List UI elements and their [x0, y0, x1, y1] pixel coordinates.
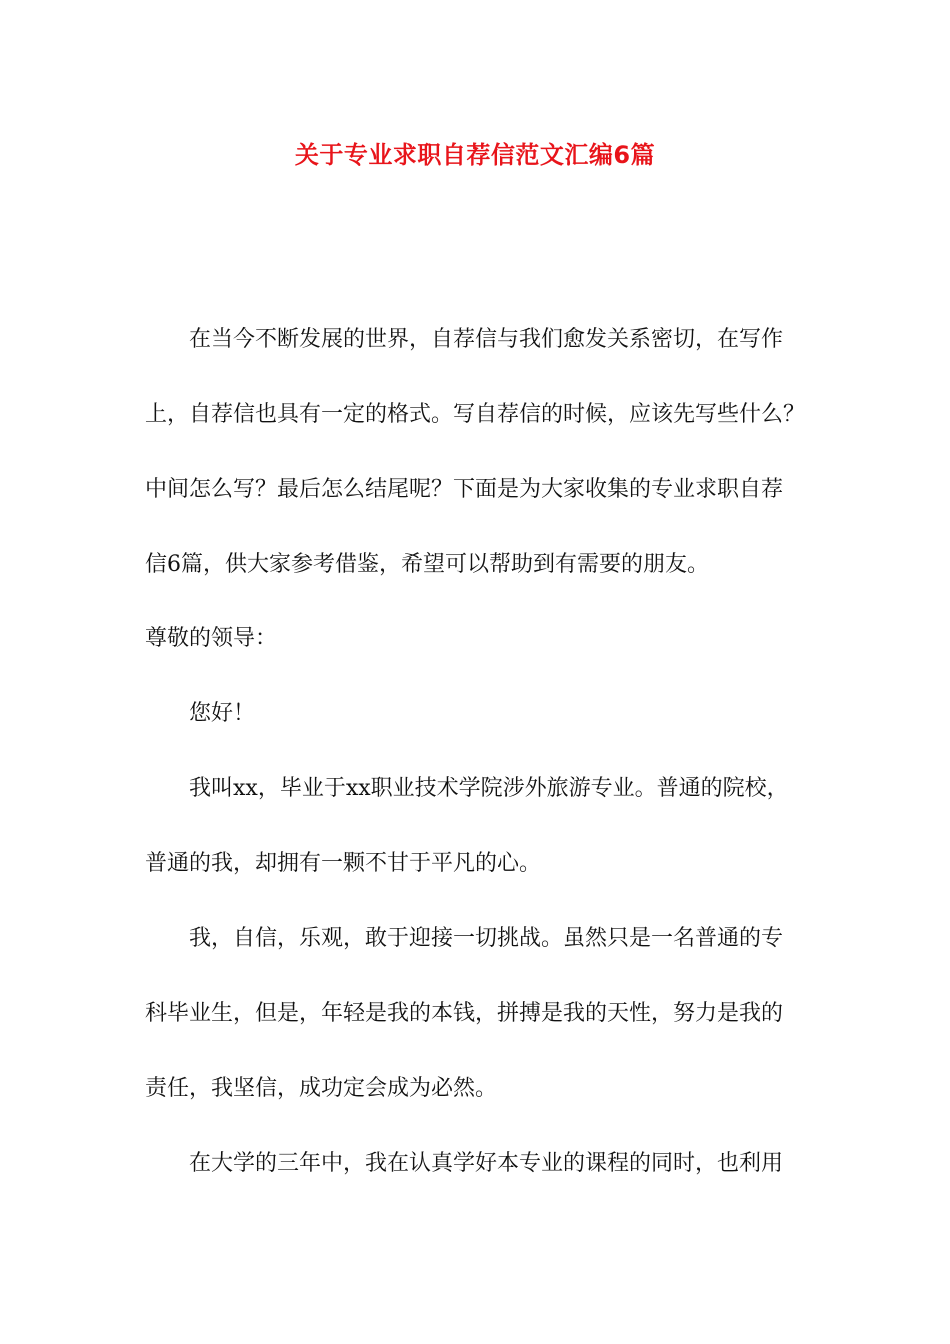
body-paragraph-2-line-3: 责任，我坚信，成功定会成为必然。: [145, 1076, 498, 1101]
body-paragraph-3-line-1: 在大学的三年中，我在认真学好本专业的课程的同时，也利用: [189, 1151, 784, 1176]
intro-paragraph-line-2: 上，自荐信也具有一定的格式。写自荐信的时候，应该先写些什么？: [145, 402, 806, 427]
body-paragraph-2-line-2: 科毕业生，但是，年轻是我的本钱，拼搏是我的天性，努力是我的: [145, 1001, 784, 1026]
body-paragraph-1-line-2: 普通的我，却拥有一颗不甘于平凡的心。: [145, 851, 542, 876]
intro-paragraph-line-1: 在当今不断发展的世界，自荐信与我们愈发关系密切，在写作: [189, 327, 784, 352]
body-paragraph-1-line-1: 我叫xx，毕业于xx职业技术学院涉外旅游专业。普通的院校，: [189, 776, 789, 801]
body-paragraph-2-line-1: 我，自信，乐观，敢于迎接一切挑战。虽然只是一名普通的专: [189, 926, 784, 951]
intro-paragraph-line-3: 中间怎么写？最后怎么结尾呢？下面是为大家收集的专业求职自荐: [145, 477, 784, 502]
salutation: 尊敬的领导：: [145, 626, 278, 651]
intro-paragraph-line-4: 信6篇，供大家参考借鉴，希望可以帮助到有需要的朋友。: [145, 552, 709, 577]
greeting: 您好！: [189, 701, 256, 726]
document-title: 关于专业求职自荐信范文汇编6篇: [294, 141, 656, 169]
